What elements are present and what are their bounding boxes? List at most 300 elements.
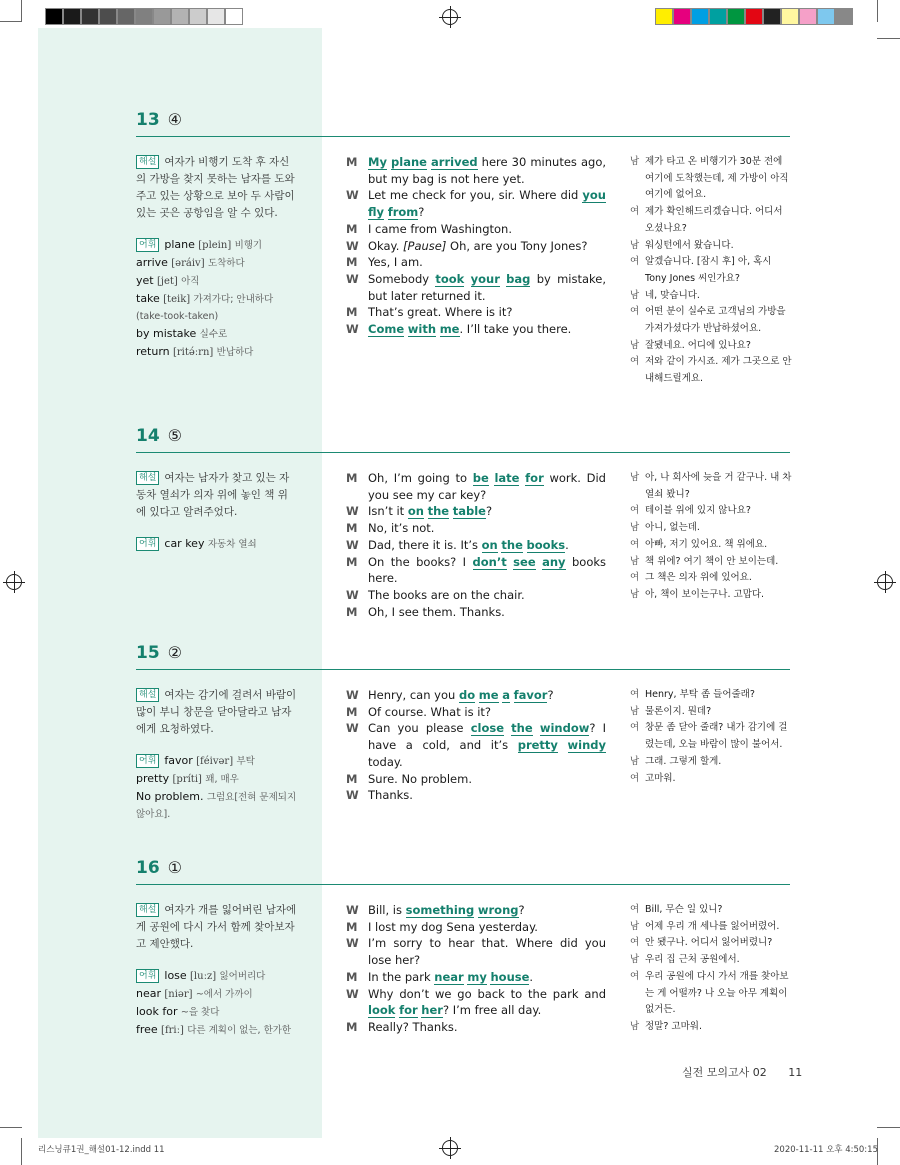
- dialogue-fragment: Really? Thanks.: [368, 1019, 458, 1034]
- translation-speaker: 남: [630, 239, 640, 251]
- crop-mark: [0, 21, 22, 22]
- answer-mark: ④: [167, 110, 183, 129]
- vocab-item: [136, 325, 298, 343]
- translation-text: 고마워.: [645, 772, 676, 784]
- speaker-label: M: [346, 554, 358, 569]
- color-swatch: [225, 8, 243, 25]
- crop-mark: [877, 38, 900, 39]
- dialogue-line: [346, 704, 606, 721]
- translation-text: Henry, 부탁 좀 들어줄래?: [645, 689, 755, 700]
- dialogue-text: [368, 304, 606, 321]
- vocab-block: [136, 236, 298, 361]
- dialogue-line: [346, 254, 606, 271]
- vocab-meaning: 잃어버리다: [219, 971, 266, 982]
- speaker-label: M: [346, 255, 358, 270]
- blank-answer-word: don’t: [472, 554, 507, 569]
- dialogue-text: [368, 771, 606, 788]
- vocab-word: free: [136, 1023, 158, 1036]
- translation-speaker: 남: [630, 472, 640, 483]
- dialogue-line: [346, 221, 606, 238]
- crop-mark: [21, 1138, 22, 1165]
- translation-speaker: 남: [630, 588, 640, 600]
- translation-speaker: 여: [630, 572, 640, 584]
- vocab-phonetic: [ritə́ːrn]: [172, 347, 214, 358]
- vocab-meaning: 아직: [181, 276, 200, 287]
- dialogue-fragment: here 30 minutes ago, but my bag is not here yet.: [368, 155, 607, 186]
- dialogue-text: [368, 787, 606, 804]
- vocab-meaning: 가져가다; 안내하다 (take-took-taken): [136, 294, 274, 322]
- explanation-block: [136, 154, 298, 361]
- blank-answer-word: on: [481, 537, 498, 552]
- dialogue-fragment: Of course. What is it?: [368, 704, 492, 719]
- dialogue-line: [346, 935, 606, 968]
- color-swatch: [835, 8, 853, 25]
- translation-text: 어제 우리 개 세나를 잃어버렸어.: [645, 920, 780, 932]
- vocab-word: return: [136, 345, 170, 358]
- color-swatch: [745, 8, 763, 25]
- translation-line: [630, 554, 794, 571]
- dialogue-fragment: The books are on the chair.: [368, 587, 525, 602]
- vocab-meaning: 실수로: [199, 329, 228, 340]
- translation-text: 책 위에? 여기 책이 안 보이는데.: [645, 555, 779, 567]
- translation-line: [630, 919, 794, 936]
- blank-answer-word: fly: [368, 205, 385, 220]
- vocab-phonetic: [plein]: [198, 240, 232, 251]
- explanation-text: 여자가 비행기 도착 후 자신의 가방을 찾지 못하는 남자를 도와주고 있는 상황으로 보아 두 사람이 있는 곳은 공항임을 알 수 있다.: [136, 156, 295, 219]
- speaker-label: W: [346, 721, 359, 736]
- dialogue-line: [346, 271, 606, 304]
- explanation-block: [136, 687, 298, 823]
- translation-text: 그래. 그렇게 할게.: [645, 755, 722, 767]
- dialogue-fragment: Can you please: [368, 721, 471, 736]
- blank-answer-word: any: [542, 554, 566, 569]
- dialogue-line: [346, 771, 606, 788]
- translation-line: [630, 338, 794, 355]
- vocab-phonetic: [féivər]: [196, 756, 234, 767]
- color-swatch: [81, 8, 99, 25]
- dialogue-fragment: Why don’t we go back to the park and: [368, 986, 606, 1001]
- crop-mark: [21, 0, 22, 22]
- translation-text: 정말? 고마워.: [645, 1020, 702, 1032]
- dialogue-line: [346, 520, 606, 537]
- color-swatch: [673, 8, 691, 25]
- translation-speaker: 여: [630, 306, 640, 318]
- dialogue-fragment: . I’ll take you there.: [459, 322, 572, 337]
- translation-line: [630, 952, 794, 969]
- vocab-phonetic: [príti]: [172, 774, 202, 785]
- translation-line: [630, 204, 794, 237]
- speaker-label: W: [346, 788, 359, 803]
- explanation-text: 여자는 남자가 찾고 있는 자동차 열쇠가 의자 위에 놓인 책 위에 있다고 알려주었다.: [136, 472, 290, 518]
- dialogue-text: [368, 187, 606, 220]
- dialogue-line: [346, 187, 606, 220]
- dialogue-line: [346, 587, 606, 604]
- question-header: [136, 426, 182, 446]
- translation-text: 제가 확인해드리겠습니다. 어디서 오셨나요?: [645, 206, 783, 234]
- translation-speaker: 남: [630, 555, 640, 567]
- question-number: 13: [136, 110, 160, 130]
- korean-translation: [630, 154, 794, 388]
- translation-speaker: 남: [630, 339, 640, 351]
- section-divider: [136, 452, 790, 453]
- speaker-label: W: [346, 271, 359, 286]
- dialogue-fragment: Oh, I see them. Thanks.: [368, 604, 505, 619]
- dialogue-fragment: In the park: [368, 969, 435, 984]
- speaker-label: W: [346, 504, 359, 519]
- dialogue-line: [346, 687, 606, 704]
- vocab-item: [136, 1021, 298, 1039]
- speaker-label: W: [346, 537, 359, 552]
- translation-speaker: 여: [630, 256, 640, 268]
- translation-line: [630, 969, 794, 1019]
- dialogue-fragment: I came from Washington.: [368, 221, 513, 236]
- translation-text: 아니, 없는데.: [645, 522, 700, 534]
- dialogue-text: [368, 554, 606, 587]
- dialogue-fragment: Thanks.: [368, 788, 413, 803]
- translation-line: [630, 720, 794, 753]
- vocab-item: [136, 967, 298, 985]
- vocab-word: arrive: [136, 256, 168, 269]
- blank-answer-word: a: [502, 688, 510, 702]
- translation-line: [630, 587, 794, 604]
- speaker-label: W: [346, 322, 359, 337]
- dialogue-text: [368, 604, 606, 621]
- blank-answer-word: for: [525, 471, 544, 485]
- crop-mark: [877, 0, 878, 22]
- speaker-label: W: [346, 903, 359, 917]
- blank-answer-word: late: [494, 471, 520, 485]
- section-divider: [136, 669, 790, 670]
- vocab-item: [136, 272, 298, 290]
- blank-answer-word: table: [452, 504, 486, 519]
- korean-translation: [630, 902, 794, 1036]
- dialogue-text: [368, 254, 606, 271]
- vocab-item: [136, 535, 298, 553]
- dialogue-text: [368, 687, 606, 704]
- dialogue-fragment: by mistake, but later returned it.: [368, 271, 607, 303]
- translation-text: 알겠습니다. [잠시 후] 아, 혹시 Tony Jones 씨인가요?: [645, 256, 772, 284]
- translation-line: [630, 1019, 794, 1036]
- dialogue-text: [368, 221, 606, 238]
- speaker-label: M: [346, 221, 358, 236]
- blank-answer-word: look: [368, 1003, 396, 1018]
- answer-mark: ⑤: [167, 426, 183, 445]
- question-header: [136, 110, 182, 130]
- dialogue-line: [346, 986, 606, 1019]
- translation-line: [630, 238, 794, 255]
- vocab-meaning: 반납하다: [216, 347, 254, 358]
- vocab-word: take: [136, 292, 160, 305]
- translation-speaker: 여: [630, 689, 640, 700]
- explanation-tag: 해설: [136, 471, 159, 485]
- translation-speaker: 남: [630, 705, 640, 717]
- translation-line: [630, 537, 794, 554]
- blank-answer-word: favor: [513, 688, 548, 702]
- translation-text: 그 책은 의자 위에 있어요.: [645, 572, 752, 584]
- speaker-label: M: [346, 305, 358, 320]
- vocab-word: plane: [164, 238, 195, 251]
- color-swatch: [727, 8, 745, 25]
- dialogue-fragment: Bill, is: [368, 903, 406, 917]
- vocab-word: car key: [164, 537, 205, 550]
- vocab-tag: 어휘: [136, 754, 159, 768]
- translation-line: [630, 288, 794, 305]
- translation-speaker: 여: [630, 538, 640, 550]
- blank-answer-word: do: [458, 688, 476, 702]
- vocab-item: [136, 752, 298, 770]
- dialogue-line: [346, 470, 606, 503]
- vocab-word: look for: [136, 1005, 178, 1018]
- color-swatch: [799, 8, 817, 25]
- korean-translation: [630, 470, 794, 604]
- dialogue-script: [346, 687, 606, 804]
- dialogue-line: [346, 554, 606, 587]
- blank-answer-word: your: [470, 271, 500, 286]
- dialogue-text: [368, 154, 606, 187]
- dialogue-fragment: Sure. No problem.: [368, 771, 472, 786]
- speaker-label: W: [346, 986, 359, 1001]
- color-swatch: [655, 8, 673, 25]
- vocab-phonetic: [luːz]: [190, 971, 217, 982]
- dialogue-line: [346, 919, 606, 936]
- speaker-label: M: [346, 1019, 358, 1034]
- translation-speaker: 남: [630, 156, 640, 167]
- translation-text: 물론이지. 뭔데?: [645, 705, 712, 717]
- dialogue-fragment: On the books? I: [368, 554, 473, 569]
- translation-line: [630, 935, 794, 952]
- color-swatch: [709, 8, 727, 25]
- translation-text: 아빠, 저기 있어요. 책 위에요.: [645, 538, 768, 550]
- blank-answer-word: the: [511, 721, 533, 736]
- translation-text: 네, 맞습니다.: [645, 289, 700, 301]
- dialogue-text: [368, 321, 606, 338]
- speaker-label: M: [346, 969, 358, 984]
- translation-text: 제가 타고 온 비행기가 30분 전에 여기에 도착했는데, 제 가방이 아직 여기에 없어요.: [645, 156, 789, 201]
- dialogue-text: [368, 271, 606, 304]
- translation-speaker: 여: [630, 937, 640, 949]
- blank-answer-word: bag: [506, 271, 531, 286]
- blank-answer-word: close: [470, 721, 504, 736]
- blank-answer-word: near: [434, 969, 464, 984]
- page-number: 11: [788, 1066, 803, 1079]
- vocab-item: [136, 770, 298, 788]
- vocab-item: [136, 290, 298, 325]
- translation-text: 저와 같이 가시죠. 제가 그곳으로 안내해드릴게요.: [645, 356, 792, 385]
- blank-answer-word: on: [407, 504, 424, 519]
- blank-answer-word: My: [368, 155, 387, 169]
- translation-line: [630, 520, 794, 537]
- dialogue-fragment: Oh, are you Tony Jones?: [446, 238, 588, 253]
- gray-color-bar: [45, 8, 243, 25]
- crop-mark: [877, 1127, 900, 1128]
- color-swatch: [153, 8, 171, 25]
- speaker-label: M: [346, 471, 358, 485]
- color-swatch: [135, 8, 153, 25]
- dialogue-fragment: No, it’s not.: [368, 521, 435, 536]
- color-swatch: [763, 8, 781, 25]
- explanation-tag: 해설: [136, 903, 159, 917]
- translation-line: [630, 902, 794, 919]
- blank-answer-word: arrived: [431, 155, 478, 169]
- explanation-block: [136, 470, 298, 553]
- speaker-label: W: [346, 188, 359, 203]
- vocab-phonetic: [əráiv]: [171, 258, 205, 269]
- translation-line: [630, 154, 794, 204]
- dialogue-line: [346, 969, 606, 986]
- dialogue-fragment: ? I have a cold, and it’s: [368, 721, 607, 753]
- translation-speaker: 여: [630, 356, 640, 368]
- dialogue-text: [368, 503, 606, 520]
- translation-speaker: 남: [630, 920, 640, 932]
- translation-line: [630, 771, 794, 788]
- translation-text: 워싱턴에서 왔습니다.: [645, 239, 734, 251]
- translation-text: 안 됐구나. 어디서 잃어버렸니?: [645, 937, 773, 949]
- dialogue-text: [368, 902, 606, 919]
- dialogue-text: [368, 704, 606, 721]
- blank-answer-word: books: [526, 537, 566, 552]
- speaker-label: M: [346, 704, 358, 719]
- blank-answer-word: see: [513, 554, 536, 569]
- dialogue-fragment: That’s great. Where is it?: [368, 305, 513, 320]
- blank-answer-word: windy: [567, 738, 606, 753]
- vocab-meaning: 다른 계획이 없는, 한가한: [187, 1025, 292, 1036]
- dialogue-text: [368, 986, 606, 1019]
- translation-text: 아, 책이 보이는구나. 고맙다.: [645, 588, 765, 600]
- translation-line: [630, 304, 794, 337]
- vocab-word: No problem.: [136, 790, 204, 803]
- speaker-label: W: [346, 238, 359, 253]
- vocab-item: [136, 788, 298, 823]
- dialogue-fragment: ? I’m free all day.: [442, 1003, 542, 1018]
- dialogue-fragment: I lost my dog Sena yesterday.: [368, 919, 538, 934]
- translation-speaker: 남: [630, 522, 640, 534]
- dialogue-text: [368, 935, 606, 968]
- blank-answer-word: her: [421, 1003, 443, 1018]
- dialogue-fragment: ?: [418, 205, 425, 220]
- dialogue-fragment: Dad, there it is. It’s: [368, 537, 482, 552]
- dialogue-fragment: ?: [518, 903, 525, 917]
- translation-line: [630, 687, 794, 704]
- dialogue-fragment: ?: [485, 504, 493, 519]
- book-label: 실전 모의고사 02: [682, 1066, 767, 1079]
- vocab-meaning: 비행기: [234, 240, 263, 251]
- blank-answer-word: Come: [368, 322, 405, 337]
- registration-mark-icon: [6, 574, 22, 590]
- speaker-label: M: [346, 771, 358, 786]
- blank-answer-word: house: [490, 969, 530, 984]
- dialogue-line: [346, 604, 606, 621]
- dialogue-script: [346, 902, 606, 1036]
- stage-direction: [Pause]: [403, 238, 447, 253]
- translation-text: 창문 좀 닫아 줄래? 내가 감기에 걸렸는데, 오늘 바람이 많이 불어서.: [645, 722, 788, 751]
- translation-line: [630, 754, 794, 771]
- speaker-label: W: [346, 936, 359, 951]
- dialogue-text: [368, 720, 606, 770]
- vocab-tag: 어휘: [136, 238, 159, 252]
- question-number: 15: [136, 643, 160, 663]
- dialogue-line: [346, 238, 606, 255]
- dialogue-fragment: work. Did you see my car key?: [368, 471, 606, 502]
- dialogue-text: [368, 969, 606, 986]
- dialogue-fragment: Henry, can you: [368, 688, 459, 702]
- blank-answer-word: you: [582, 188, 606, 203]
- dialogue-script: [346, 470, 606, 620]
- blank-answer-word: window: [539, 721, 590, 736]
- crop-mark: [0, 1127, 22, 1128]
- dialogue-fragment: I’m sorry to hear that. Where did you lose her?: [368, 936, 606, 968]
- vocab-item: [136, 1003, 298, 1021]
- explanation-tag: 해설: [136, 688, 159, 702]
- page-footer: [682, 1064, 802, 1080]
- dialogue-fragment: Let me check for you, sir. Where did: [368, 188, 583, 203]
- blank-answer-word: for: [399, 1003, 418, 1018]
- vocab-meaning: 그럼요[전혀 문제되지 않아요].: [136, 792, 297, 820]
- dialogue-fragment: ?: [547, 688, 554, 702]
- translation-line: [630, 254, 794, 287]
- vocab-item: [136, 985, 298, 1003]
- dialogue-script: [346, 154, 606, 338]
- dialogue-text: [368, 470, 606, 503]
- vocab-meaning: ~을 찾다: [180, 1007, 220, 1018]
- vocab-word: lose: [164, 969, 187, 982]
- blank-answer-word: something: [405, 903, 475, 917]
- dialogue-fragment: .: [565, 537, 569, 552]
- vocab-tag: 어휘: [136, 969, 159, 983]
- dialogue-line: [346, 503, 606, 520]
- translation-line: [630, 354, 794, 387]
- speaker-label: M: [346, 521, 358, 536]
- answer-mark: ①: [167, 858, 183, 877]
- translation-line: [630, 704, 794, 721]
- registration-mark-icon: [442, 1140, 458, 1156]
- vocab-block: [136, 752, 298, 823]
- translation-line: [630, 570, 794, 587]
- dialogue-fragment: Isn’t it: [368, 504, 408, 519]
- vocab-word: yet: [136, 274, 154, 287]
- translation-speaker: 남: [630, 755, 640, 767]
- registration-mark-icon: [877, 574, 893, 590]
- translation-text: 잘됐네요. 어디에 있나요?: [645, 339, 751, 351]
- dialogue-fragment: Oh, I’m going to: [368, 471, 473, 485]
- dialogue-text: [368, 238, 606, 255]
- dialogue-fragment: Yes, I am.: [368, 255, 423, 270]
- vocab-phonetic: [friː]: [161, 1025, 184, 1036]
- registration-mark-icon: [442, 9, 458, 25]
- translation-text: 아, 나 회사에 늦을 거 같구나. 내 차 열쇠 봤니?: [645, 472, 792, 500]
- dialogue-line: [346, 902, 606, 919]
- speaker-label: M: [346, 155, 358, 169]
- dialogue-line: [346, 787, 606, 804]
- dialogue-fragment: .: [529, 969, 534, 984]
- dialogue-fragment: Okay.: [368, 238, 404, 253]
- vocab-meaning: 자동차 열쇠: [207, 539, 257, 550]
- color-swatch: [63, 8, 81, 25]
- dialogue-line: [346, 537, 606, 554]
- blank-answer-word: with: [407, 322, 437, 337]
- section-divider: [136, 884, 790, 885]
- translation-line: [630, 470, 794, 503]
- dialogue-text: [368, 537, 606, 554]
- translation-line: [630, 503, 794, 520]
- speaker-label: M: [346, 604, 358, 619]
- vocab-item: [136, 236, 298, 254]
- dialogue-line: [346, 154, 606, 187]
- dialogue-line: [346, 720, 606, 770]
- korean-translation: [630, 687, 794, 787]
- dialogue-text: [368, 587, 606, 604]
- dialogue-line: [346, 321, 606, 338]
- vocab-item: [136, 254, 298, 272]
